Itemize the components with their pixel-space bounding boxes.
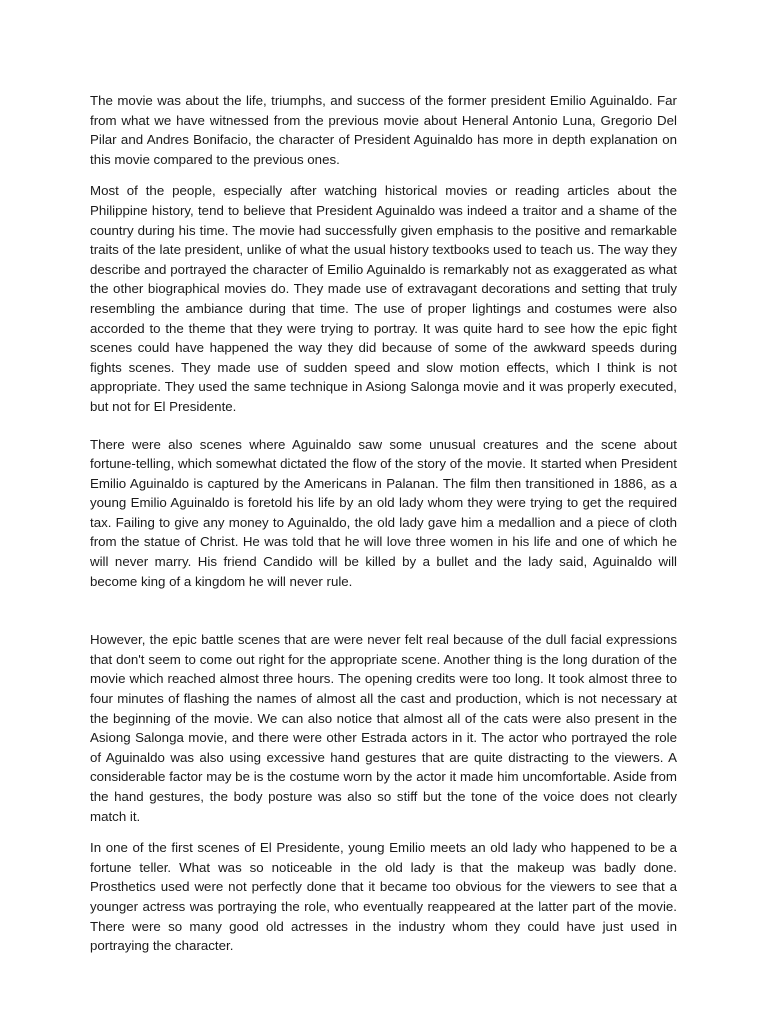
paragraph-2: Most of the people, especially after watching historical movies or reading articles about the Philippine history, tend to believe that President Aguinaldo was indeed a traitor and a shame of the country during his time. The movie had successfully given emphasis to the positive and remarkable traits of the late president, unlike of what the usual history textbooks used to teach us. The way they describe and portrayed the character of Emilio Aguinaldo is remarkably not as exaggerated as what the other biographical movies do. They made use of extravagant decorations and setting that truly resembling the ambiance during that time. The use of proper lightings and costumes were also accorded to the theme that they were trying to portray. It was quite hard to see how the epic fight scenes could have happened the way they did because of some of the awkward speeds during fights scenes. They made use of sudden speed and slow motion effects, which I think is not appropriate. They used the same technique in Asiong Salonga movie and it was properly executed, but not for El Presidente. <box>90 183 677 414</box>
document-body <box>90 91 677 956</box>
paragraph-4: However, the epic battle scenes that are were never felt real because of the dull facial expressions that don't seem to come out right for the appropriate scene. Another thing is the long duration of the movie which reached almost three hours. The opening credits were too long. It took almost three to four minutes of flashing the names of almost all the cast and production, which is not necessary at the beginning of the movie. We can also notice that almost all of the cats were also present in the Asiong Salonga movie, and there were other Estrada actors in it. The actor who portrayed the role of Aguinaldo was also using excessive hand gestures that are quite distracting to the viewers. A considerable factor may be is the costume worn by the actor it made him uncomfortable. Aside from the hand gestures, the body posture was also so stiff but the tone of the voice does not clearly match it. <box>90 632 677 824</box>
paragraph-3: There were also scenes where Aguinaldo saw some unusual creatures and the scene about fortune-telling, which somewhat dictated the flow of the story of the movie. It started when President Emilio Aguinaldo is captured by the Americans in Palanan. The film then transitioned in 1886, as a young Emilio Aguinaldo is foretold his life by an old lady whom they were trying to get the required tax. Failing to give any money to Aguinaldo, the old lady gave him a medallion and a piece of cloth from the statue of Christ. He was told that he will love three women in his life and one of which he will never marry. His friend Candido will be killed by a bullet and the lady said, Aguinaldo will become king of a kingdom he will never rule. <box>90 436 677 589</box>
paragraph-5: In one of the first scenes of El Presidente, young Emilio meets an old lady who happened to be a fortune teller. What was so noticeable in the old lady is that the makeup was badly done. Prosthetics used were not perfectly done that it became too obvious for the viewers to see that a younger actress was portraying the role, who eventually reappeared at the latter part of the movie. There were so many good old actresses in the industry whom they could have just used in portraying the character. <box>90 840 677 954</box>
paragraph-1: The movie was about the life, triumphs, and success of the former president Emilio Aguinaldo. Far from what we have witnessed from the previous movie about Heneral Antonio Luna, Gregorio Del Pilar and Andres Bonifacio, the character of President Aguinaldo has more in depth explanation on this movie compared to the previous ones. <box>90 93 677 167</box>
